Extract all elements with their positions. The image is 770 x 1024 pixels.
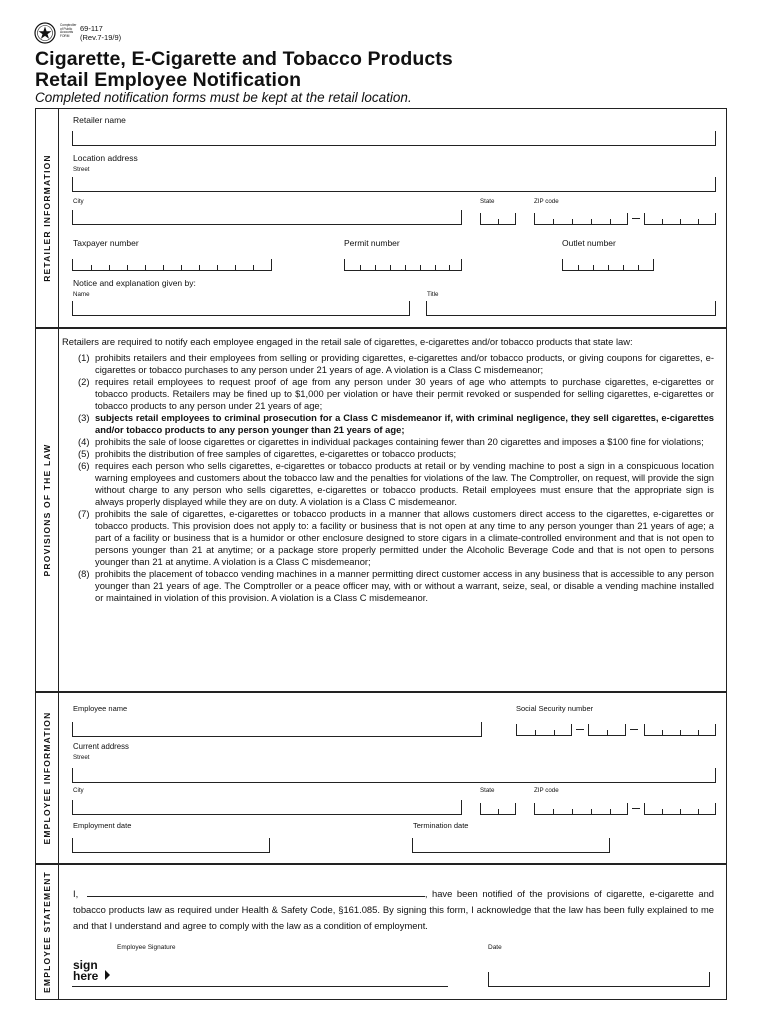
state-seal-icon	[34, 22, 56, 44]
law-item: (1) prohibits retailers and their employees from selling or providing cigarettes, e-cigarettes and/or tobacco products, or giving coupons for cigarettes, e-cigarettes or tobacco purchases to any person under 21 years of age. A violation is a Class C misdemeanor;	[78, 352, 714, 375]
statement-prefix: I,	[73, 888, 79, 899]
retailer-zip-label: ZIP code	[534, 198, 559, 205]
ssn-part1-field[interactable]	[516, 724, 572, 736]
section-label-retailer: RETAILER INFORMATION	[42, 154, 52, 282]
page-subtitle: Completed notification forms must be kept at the retail location.	[35, 90, 412, 105]
employment-date-field[interactable]	[72, 838, 270, 853]
zip-dash	[632, 808, 640, 809]
retailer-street-field[interactable]	[72, 177, 716, 192]
provisions-text	[62, 336, 714, 604]
law-item: (4) prohibits the sale of loose cigarettes or cigarettes in individual packages containing fewer than 20 cigarettes and imposes a $100 fine for violations;	[78, 436, 704, 447]
employee-city-field[interactable]	[72, 800, 462, 815]
employee-street-label: Street	[73, 754, 90, 761]
retailer-name-field[interactable]	[72, 131, 716, 146]
law-provisions-list	[62, 352, 714, 604]
retailer-street-label: Street	[73, 166, 90, 173]
termination-date-label: Termination date	[413, 821, 469, 830]
form-revision: (Rev.7-19/9)	[80, 33, 122, 42]
notice-title-field[interactable]	[426, 301, 716, 316]
page-title: Cigarette, E-Cigarette and Tobacco Products Retail Employee Notification	[35, 48, 453, 91]
form-number: 69-117	[80, 24, 103, 33]
employee-zip-field[interactable]	[534, 803, 628, 815]
ssn-dash	[576, 729, 584, 730]
employee-state-label: State	[480, 787, 495, 794]
retailer-name-label: Retailer name	[73, 115, 126, 125]
agency-logo-text: Comptroller of Public Accounts FORM	[60, 23, 77, 38]
taxpayer-number-label: Taxpayer number	[73, 238, 139, 248]
permit-number-field[interactable]	[344, 259, 462, 271]
employee-name-field[interactable]	[72, 722, 482, 737]
permit-number-label: Permit number	[344, 238, 400, 248]
law-item: (3) subjects retail employees to criminal prosecution for a Class C misdemeanor if, with criminal negligence, they sell cigarettes, e-cigarettes and/or tobacco products to any person younger than 21 years of age;	[78, 412, 714, 435]
law-item: (2) requires retail employees to request proof of age from any person under 30 years of age who attempts to purchase cigarettes, e-cigarettes or tobacco products. Retailers may be fined up to $1,000 per violation or have their permit revoked or suspended for selling cigarettes, e-cigarettes or tobacco products to any person under 21 years of age;	[78, 376, 714, 411]
section-label-statement: EMPLOYEE STATEMENT	[42, 871, 52, 993]
employee-name-blank[interactable]	[87, 887, 425, 897]
zip-dash	[632, 218, 640, 219]
form-number-block	[80, 24, 121, 42]
signature-date-field[interactable]	[488, 972, 710, 987]
sign-here-marker: sign here	[73, 958, 99, 983]
law-item: (5) prohibits the distribution of free samples of cigarettes, e-cigarettes or tobacco products;	[78, 448, 457, 459]
sign-here-arrow-icon	[105, 970, 110, 980]
law-item: (7) prohibits the sale of cigarettes, e-cigarettes or tobacco products in a manner that allows customers direct access to the cigarettes, e-cigarettes or tobacco products. This provision does not apply to: a facility or business that is not open at any time to any person younger than 21 years of age; a part of a facility or business that is a humidor or other enclosure designed to store cigars in a climate-controlled environment and that is not open to persons younger than 21 at anytime; or a package store properly permitted under the Alcoholic Beverage Code and that is not open to persons younger than 21 at anytime. A violation is a Class C misdemeanor;	[78, 508, 714, 567]
ssn-part3-field[interactable]	[644, 724, 716, 736]
retailer-state-label: State	[480, 198, 495, 205]
employee-street-field[interactable]	[72, 768, 716, 783]
location-address-label: Location address	[73, 153, 138, 163]
notice-name-field[interactable]	[72, 301, 410, 316]
date-label: Date	[488, 944, 502, 951]
section-label-employee: EMPLOYEE INFORMATION	[42, 711, 52, 845]
law-item: (6) requires each person who sells cigarettes, e-cigarettes or tobacco products at retail or by vending machine to post a sign in a conspicuous location warning employees and customers about the tobacco law and the penalties for violations of the law. The Comptroller, on request, will provide the sign without charge to any person who sells cigarettes, e-cigarettes or tobacco products. Retail employees must ensure that the appropriate sign is always properly displayed while they are on duty. A violation is a Class C misdemeanor.	[78, 460, 714, 507]
statement-text	[73, 886, 714, 934]
notice-given-by-label: Notice and explanation given by:	[73, 278, 196, 288]
ssn-part2-field[interactable]	[588, 724, 626, 736]
retailer-city-field[interactable]	[72, 210, 462, 225]
employee-zip-label: ZIP code	[534, 787, 559, 794]
outlet-number-field[interactable]	[562, 259, 654, 271]
employment-date-label: Employment date	[73, 821, 132, 830]
retailer-city-label: City	[73, 198, 84, 205]
section-label-law: PROVISIONS OF THE LAW	[42, 443, 52, 577]
retailer-zip4-field[interactable]	[644, 213, 716, 225]
notice-name-label: Name	[73, 291, 90, 298]
employee-city-label: City	[73, 787, 84, 794]
law-intro: Retailers are required to notify each employee engaged in the retail sale of cigarettes, e-cigarettes and/or tobacco products that state law:	[62, 336, 633, 347]
law-item: (8) prohibits the placement of tobacco vending machines in a manner permitting direct customer access in any business that is accessible to any person younger than 21 years of age. The Comptroller or a peace officer may, with or without a warrant, seize, seal, or disable a vending machine installed or maintained in violation of this provision. A violation is a Class C misdemeanor.	[78, 568, 714, 603]
outlet-number-label: Outlet number	[562, 238, 616, 248]
ssn-label: Social Security number	[516, 704, 594, 713]
signature-line[interactable]	[72, 986, 448, 987]
termination-date-field[interactable]	[412, 838, 610, 853]
employee-state-field[interactable]	[480, 803, 516, 815]
current-address-label: Current address	[73, 742, 129, 751]
employee-name-label: Employee name	[73, 704, 128, 713]
retailer-state-field[interactable]	[480, 213, 516, 225]
retailer-zip-field[interactable]	[534, 213, 628, 225]
taxpayer-number-field[interactable]	[72, 259, 272, 271]
statement-body: , have been notified of the provisions of cigarette, e-cigarette and tobacco products law as required under Health & Safety Code, §161.085. By signing this form, I acknowledge that the law has been fully explained to me and that I understand and agree to comply with the law as a condition of employment.	[73, 888, 714, 931]
ssn-dash	[630, 729, 638, 730]
notice-title-label: Title	[427, 291, 439, 298]
signature-label: Employee Signature	[117, 944, 176, 951]
employee-zip4-field[interactable]	[644, 803, 716, 815]
